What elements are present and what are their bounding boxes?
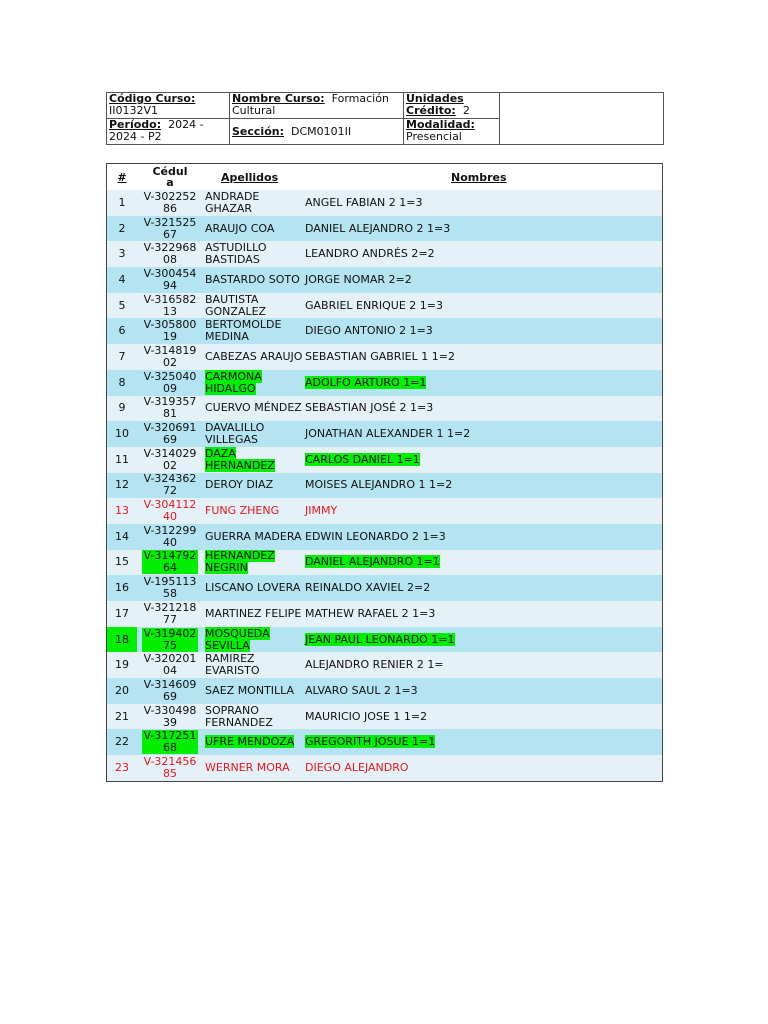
row-number-cell bbox=[107, 524, 137, 550]
table-row bbox=[107, 473, 662, 499]
row-number-cell bbox=[107, 396, 137, 422]
table-row bbox=[107, 267, 662, 293]
row-number: 8 bbox=[118, 375, 126, 389]
row-nombres: CARLOS DANIEL 1=1 bbox=[305, 452, 420, 466]
row-number-cell bbox=[107, 678, 137, 704]
course-name-cell bbox=[230, 93, 404, 119]
row-number: 3 bbox=[118, 247, 126, 261]
row-cedula: V-32152567 bbox=[143, 215, 197, 241]
row-number: 13 bbox=[115, 504, 129, 518]
course-header bbox=[106, 92, 664, 145]
row-number: 20 bbox=[115, 683, 129, 697]
section-cell bbox=[230, 119, 404, 145]
row-apellidos-cell bbox=[203, 575, 303, 601]
table-row bbox=[107, 216, 662, 242]
period-value: 2024 - 2024 - P2 bbox=[109, 118, 204, 143]
row-number: 14 bbox=[115, 529, 129, 543]
row-cedula-cell bbox=[137, 473, 203, 499]
table-row bbox=[107, 755, 662, 781]
row-number-cell bbox=[107, 318, 137, 344]
row-nombres-cell bbox=[303, 344, 662, 370]
row-cedula: V-31658213 bbox=[143, 292, 197, 318]
row-cedula-cell bbox=[137, 396, 203, 422]
row-number-cell bbox=[107, 755, 137, 781]
roster-body bbox=[107, 190, 662, 781]
credit-units-label: Unidades Crédito: bbox=[406, 92, 464, 117]
row-number-cell bbox=[107, 216, 137, 242]
row-cedula-cell bbox=[137, 241, 203, 267]
row-cedula: V-31725168 bbox=[143, 729, 197, 755]
row-apellidos-cell bbox=[203, 241, 303, 267]
row-nombres: JORGE NOMAR 2=2 bbox=[305, 272, 412, 286]
row-nombres: MAURICIO JOSE 1 1=2 bbox=[305, 709, 428, 723]
row-nombres: DANIEL ALEJANDRO 1=1 bbox=[305, 555, 440, 569]
row-nombres-cell bbox=[303, 678, 662, 704]
row-number-cell bbox=[107, 293, 137, 319]
row-cedula-cell bbox=[137, 498, 203, 524]
row-cedula: V-30411240 bbox=[143, 498, 197, 524]
row-cedula: V-31940275 bbox=[143, 626, 197, 652]
section-label: Sección: bbox=[232, 124, 284, 138]
row-cedula-cell bbox=[137, 678, 203, 704]
row-cedula: V-32504009 bbox=[143, 369, 197, 395]
row-apellidos: BAUTISTA GONZALEZ bbox=[205, 292, 267, 318]
student-roster bbox=[106, 163, 663, 782]
row-number: 10 bbox=[115, 427, 129, 441]
row-nombres-cell bbox=[303, 396, 662, 422]
row-apellidos-cell bbox=[203, 678, 303, 704]
row-cedula: V-32121877 bbox=[143, 601, 197, 626]
row-cedula: V-32296808 bbox=[143, 241, 197, 267]
period-cell bbox=[107, 119, 230, 145]
row-apellidos: ASTUDILLO BASTIDAS bbox=[205, 241, 267, 267]
table-row bbox=[107, 729, 662, 755]
table-row bbox=[107, 293, 662, 319]
row-apellidos-cell bbox=[203, 550, 303, 576]
row-nombres-cell bbox=[303, 755, 662, 781]
row-apellidos: BERTOMOLDE MEDINA bbox=[205, 318, 282, 344]
row-apellidos: MARTINEZ FELIPE bbox=[205, 606, 302, 620]
row-cedula-cell bbox=[137, 524, 203, 550]
row-cedula-cell bbox=[137, 293, 203, 319]
row-number: 22 bbox=[115, 735, 129, 749]
row-nombres: GABRIEL ENRIQUE 2 1=3 bbox=[305, 298, 443, 312]
row-apellidos: DAVALILLO VILLEGAS bbox=[205, 421, 265, 447]
row-apellidos-cell bbox=[203, 601, 303, 627]
row-number-cell bbox=[107, 729, 137, 755]
row-cedula: V-30580019 bbox=[143, 318, 197, 344]
row-apellidos-cell bbox=[203, 447, 303, 473]
table-row bbox=[107, 601, 662, 627]
course-name-label: Nombre Curso: bbox=[232, 92, 325, 105]
row-apellidos: SOPRANO FERNANDEZ bbox=[205, 703, 273, 729]
row-number-cell bbox=[107, 370, 137, 396]
row-number-cell bbox=[107, 421, 137, 447]
table-row bbox=[107, 678, 662, 704]
row-cedula-cell bbox=[137, 216, 203, 242]
row-number-cell bbox=[107, 704, 137, 730]
row-cedula: V-31229940 bbox=[143, 523, 197, 549]
row-nombres-cell bbox=[303, 447, 662, 473]
row-cedula-cell bbox=[137, 601, 203, 627]
row-cedula: V-31935781 bbox=[143, 395, 197, 421]
row-apellidos-cell bbox=[203, 498, 303, 524]
row-cedula: V-31460969 bbox=[143, 678, 197, 703]
row-apellidos-cell bbox=[203, 421, 303, 447]
row-nombres-cell bbox=[303, 241, 662, 267]
row-apellidos-cell bbox=[203, 216, 303, 242]
credit-units-value: 2 bbox=[462, 104, 470, 117]
row-number: 5 bbox=[118, 298, 126, 312]
course-code-value: II0132V1 bbox=[109, 104, 159, 117]
row-nombres: JONATHAN ALEXANDER 1 1=2 bbox=[305, 427, 471, 441]
row-number: 7 bbox=[118, 349, 126, 363]
column-header-cedula-label: Cédula bbox=[152, 165, 188, 189]
row-apellidos: HERNANDEZ NEGRIN bbox=[205, 549, 275, 575]
table-row bbox=[107, 447, 662, 473]
row-nombres: REINALDO XAVIEL 2=2 bbox=[305, 581, 431, 595]
row-cedula: V-32145685 bbox=[143, 755, 197, 780]
row-number-cell bbox=[107, 190, 137, 216]
column-header-cedula bbox=[137, 164, 203, 190]
row-number: 16 bbox=[115, 581, 129, 595]
row-nombres-cell bbox=[303, 601, 662, 627]
row-apellidos-cell bbox=[203, 704, 303, 730]
row-apellidos: UFRE MENDOZA bbox=[205, 735, 295, 749]
period-label: Período: bbox=[109, 118, 162, 131]
header-blank-cell bbox=[500, 93, 664, 145]
row-apellidos: BASTARDO SOTO bbox=[205, 272, 300, 286]
row-number: 18 bbox=[115, 632, 129, 646]
row-cedula-cell bbox=[137, 344, 203, 370]
row-number: 19 bbox=[115, 658, 129, 672]
row-number-cell bbox=[107, 498, 137, 524]
row-nombres-cell bbox=[303, 652, 662, 678]
row-number: 9 bbox=[118, 401, 126, 415]
row-cedula: V-32436272 bbox=[143, 472, 197, 498]
row-cedula-cell bbox=[137, 447, 203, 473]
row-nombres: DIEGO ALEJANDRO bbox=[305, 760, 409, 774]
table-row bbox=[107, 498, 662, 524]
row-number-cell bbox=[107, 652, 137, 678]
row-cedula: V-32069169 bbox=[143, 421, 197, 447]
row-nombres-cell bbox=[303, 421, 662, 447]
roster-table bbox=[107, 164, 662, 781]
table-row bbox=[107, 344, 662, 370]
row-cedula: V-30045494 bbox=[143, 267, 197, 292]
row-number: 15 bbox=[115, 555, 129, 569]
row-apellidos: GUERRA MADERA bbox=[205, 529, 302, 543]
row-cedula: V-30225286 bbox=[143, 190, 197, 215]
row-apellidos: FUNG ZHENG bbox=[205, 504, 280, 518]
row-cedula-cell bbox=[137, 550, 203, 576]
row-number-cell bbox=[107, 344, 137, 370]
row-cedula-cell bbox=[137, 627, 203, 653]
row-apellidos: CARMONA HIDALGO bbox=[205, 369, 262, 395]
row-nombres: JIMMY bbox=[305, 504, 338, 518]
row-nombres: ALEJANDRO RENIER 2 1= bbox=[305, 658, 444, 672]
row-nombres-cell bbox=[303, 318, 662, 344]
row-nombres-cell bbox=[303, 550, 662, 576]
row-number: 1 bbox=[118, 195, 126, 209]
row-nombres: DANIEL ALEJANDRO 2 1=3 bbox=[305, 221, 451, 235]
row-apellidos: LISCANO LOVERA bbox=[205, 581, 301, 595]
table-row bbox=[107, 575, 662, 601]
course-name-value: Formación Cultural bbox=[232, 92, 389, 117]
row-apellidos-cell bbox=[203, 396, 303, 422]
column-header-apellidos: Apellidos bbox=[203, 164, 303, 190]
row-number-cell bbox=[107, 575, 137, 601]
row-nombres-cell bbox=[303, 704, 662, 730]
modality-label: Modalidad: bbox=[406, 118, 475, 131]
row-cedula-cell bbox=[137, 421, 203, 447]
course-code-label: Código Curso: bbox=[109, 92, 196, 105]
row-number: 2 bbox=[118, 221, 126, 235]
row-number-cell bbox=[107, 627, 137, 653]
table-row bbox=[107, 421, 662, 447]
row-number-cell bbox=[107, 473, 137, 499]
row-apellidos-cell bbox=[203, 524, 303, 550]
row-number-cell bbox=[107, 241, 137, 267]
row-number: 4 bbox=[118, 272, 126, 286]
row-apellidos-cell bbox=[203, 729, 303, 755]
row-cedula-cell bbox=[137, 704, 203, 730]
table-row bbox=[107, 318, 662, 344]
row-nombres: JEAN PAUL LEONARDO 1=1 bbox=[305, 632, 455, 646]
modality-cell bbox=[404, 119, 500, 145]
row-nombres-cell bbox=[303, 524, 662, 550]
table-row bbox=[107, 704, 662, 730]
row-apellidos-cell bbox=[203, 190, 303, 216]
row-nombres-cell bbox=[303, 473, 662, 499]
row-cedula-cell bbox=[137, 575, 203, 601]
row-cedula: V-31402902 bbox=[143, 446, 197, 472]
row-apellidos: SAEZ MONTILLA bbox=[205, 683, 295, 697]
section-value: DCM0101II bbox=[290, 124, 352, 138]
row-apellidos: MOSQUEDA SEVILLA bbox=[205, 626, 270, 652]
roster-header-row bbox=[107, 164, 662, 190]
row-apellidos: ARAUJO COA bbox=[205, 221, 275, 235]
row-apellidos: ANDRADE GHAZAR bbox=[205, 190, 260, 215]
row-number: 17 bbox=[115, 606, 129, 620]
row-nombres-cell bbox=[303, 216, 662, 242]
row-apellidos: DEROY DIAZ bbox=[205, 478, 274, 492]
table-row bbox=[107, 396, 662, 422]
table-row bbox=[107, 627, 662, 653]
table-row bbox=[107, 652, 662, 678]
row-number: 11 bbox=[115, 452, 129, 466]
row-apellidos-cell bbox=[203, 473, 303, 499]
row-number: 23 bbox=[115, 760, 129, 774]
row-nombres-cell bbox=[303, 498, 662, 524]
row-nombres: ADOLFO ARTURO 1=1 bbox=[305, 375, 427, 389]
row-nombres-cell bbox=[303, 627, 662, 653]
row-number-cell bbox=[107, 267, 137, 293]
row-apellidos: DAZA HERNANDEZ bbox=[205, 446, 275, 472]
table-row bbox=[107, 241, 662, 267]
row-cedula-cell bbox=[137, 729, 203, 755]
row-nombres: ANGEL FABIAN 2 1=3 bbox=[305, 195, 423, 209]
row-cedula: V-31479264 bbox=[143, 549, 197, 575]
row-apellidos-cell bbox=[203, 267, 303, 293]
row-cedula: V-19511358 bbox=[143, 575, 197, 601]
row-apellidos-cell bbox=[203, 370, 303, 396]
row-nombres-cell bbox=[303, 190, 662, 216]
row-nombres: MATHEW RAFAEL 2 1=3 bbox=[305, 606, 436, 620]
table-row bbox=[107, 550, 662, 576]
row-cedula-cell bbox=[137, 755, 203, 781]
table-row bbox=[107, 370, 662, 396]
row-nombres: ALVARO SAUL 2 1=3 bbox=[305, 683, 418, 697]
row-number: 6 bbox=[118, 324, 126, 338]
row-cedula-cell bbox=[137, 370, 203, 396]
row-nombres: MOISES ALEJANDRO 1 1=2 bbox=[305, 478, 453, 492]
row-nombres: GREGORITH JOSUE 1=1 bbox=[305, 735, 436, 749]
row-nombres-cell bbox=[303, 370, 662, 396]
row-nombres-cell bbox=[303, 575, 662, 601]
row-apellidos-cell bbox=[203, 344, 303, 370]
row-apellidos-cell bbox=[203, 755, 303, 781]
row-nombres: LEANDRO ANDRÉS 2=2 bbox=[305, 247, 435, 261]
row-cedula: V-33049839 bbox=[143, 703, 197, 729]
row-apellidos: CUERVO MÉNDEZ bbox=[205, 401, 302, 415]
row-nombres: DIEGO ANTONIO 2 1=3 bbox=[305, 324, 433, 338]
row-nombres-cell bbox=[303, 293, 662, 319]
row-number: 12 bbox=[115, 478, 129, 492]
row-apellidos-cell bbox=[203, 652, 303, 678]
course-code-cell bbox=[107, 93, 230, 119]
row-apellidos: CABEZAS ARAUJO bbox=[205, 349, 303, 363]
modality-value: Presencial bbox=[406, 130, 462, 143]
column-header-num: # bbox=[107, 164, 137, 190]
row-cedula: V-32020104 bbox=[143, 652, 197, 678]
row-nombres-cell bbox=[303, 729, 662, 755]
row-nombres: EDWIN LEONARDO 2 1=3 bbox=[305, 529, 446, 543]
row-cedula-cell bbox=[137, 267, 203, 293]
row-number-cell bbox=[107, 601, 137, 627]
table-row bbox=[107, 524, 662, 550]
row-number: 21 bbox=[115, 709, 129, 723]
row-cedula-cell bbox=[137, 652, 203, 678]
row-cedula-cell bbox=[137, 190, 203, 216]
row-number-cell bbox=[107, 550, 137, 576]
row-apellidos-cell bbox=[203, 627, 303, 653]
row-nombres-cell bbox=[303, 267, 662, 293]
row-cedula: V-31481902 bbox=[143, 344, 197, 369]
credit-units-cell bbox=[404, 93, 500, 119]
row-apellidos-cell bbox=[203, 293, 303, 319]
table-row bbox=[107, 190, 662, 216]
row-cedula-cell bbox=[137, 318, 203, 344]
row-number-cell bbox=[107, 447, 137, 473]
row-apellidos: WERNER MORA bbox=[205, 760, 290, 774]
column-header-nombres: Nombres bbox=[303, 164, 662, 190]
row-nombres: SEBASTIAN JOSÉ 2 1=3 bbox=[305, 401, 434, 415]
row-apellidos: RAMIREZ EVARISTO bbox=[205, 652, 260, 678]
row-nombres: SEBASTIAN GABRIEL 1 1=2 bbox=[305, 349, 455, 363]
row-apellidos-cell bbox=[203, 318, 303, 344]
